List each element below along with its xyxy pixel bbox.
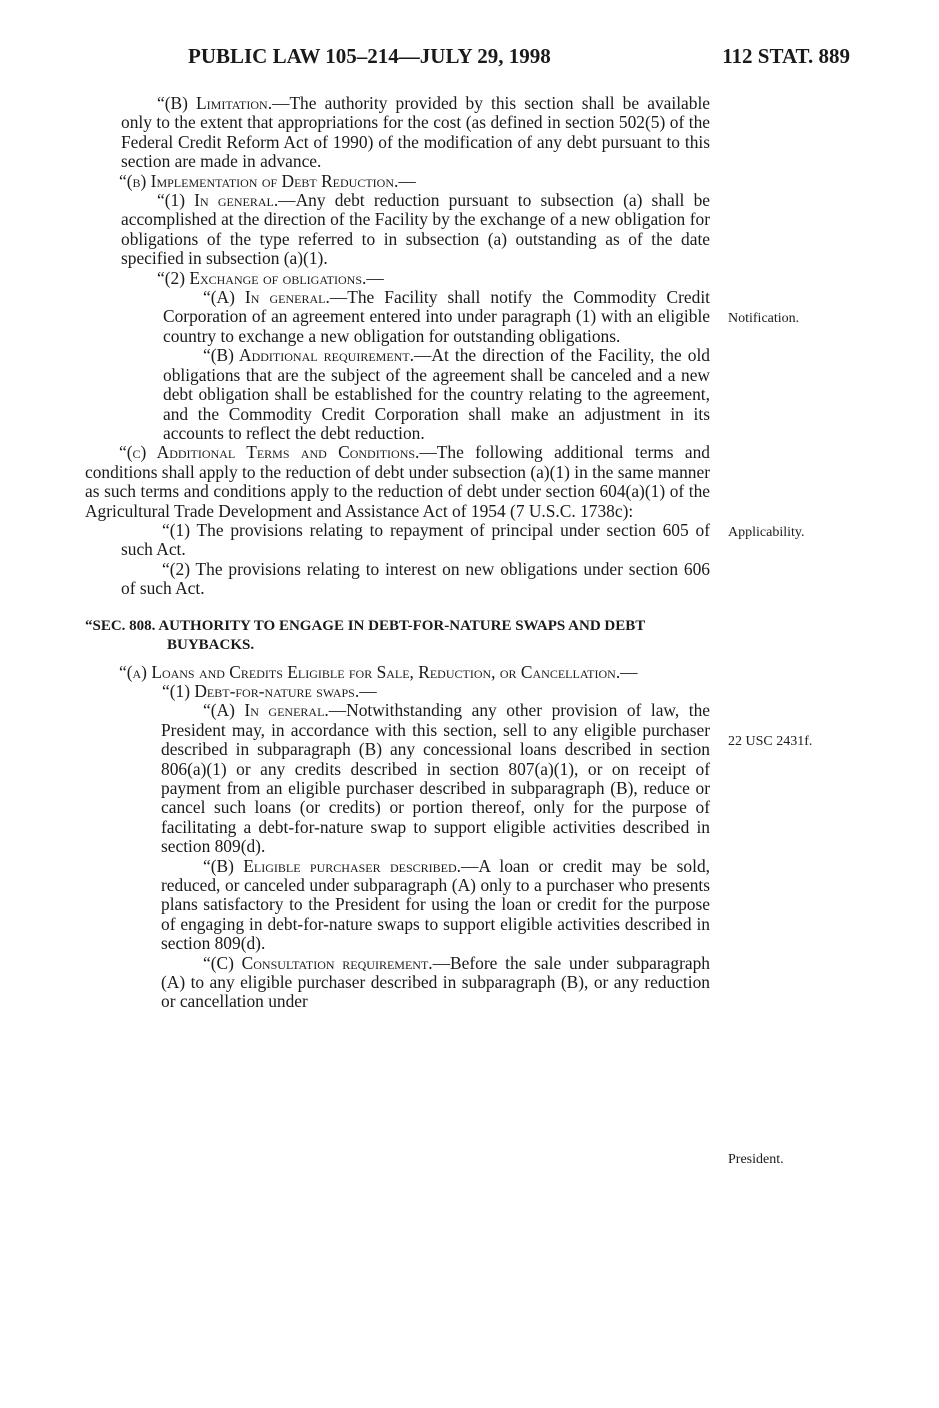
paragraph-text: The following additional terms and conditions shall apply to the reduction of debt under subsection (a)(1) in the same manner as such terms and conditions apply to the reduction of debt under section 604(a)(1) of the Agricultural Trade Development and Assistance Act of 1954 (7 U.S.C. 1738c): [85, 442, 710, 521]
margin-note-applicability: Applicability. [728, 525, 805, 540]
paragraph-lead: “(A) In general.— [203, 287, 348, 308]
paragraph-lead: “(c) Additional Terms and Conditions.— [119, 442, 437, 463]
margin-note-usc-citation: 22 USC 2431f. [728, 734, 813, 749]
paragraph-c2 [121, 560, 710, 599]
page-header [188, 44, 850, 74]
paragraph-1-in-general [121, 191, 710, 269]
section-808-heading [85, 617, 710, 655]
subsection-b-heading [85, 172, 710, 191]
paragraph-text: “(2) The provisions relating to interest on new obligations under section 606 of such Act. [121, 558, 710, 599]
paragraph-1c-consultation [161, 954, 710, 1012]
paragraph-1-debt-for-nature-swaps [121, 682, 710, 701]
paragraph-lead: “(2) Exchange of obligations.— [157, 267, 384, 288]
paragraph-lead: “(1) Debt-for-nature swaps.— [162, 680, 377, 701]
paragraph-text: Any debt reduction pursuant to subsection (a) shall be accomplished at the direction of the Facility by the exchange of a new obligation for obligations of the type referred to in subsection (a) outstanding as of the date specified in subsection (a)(1). [121, 190, 710, 269]
paragraph-lead: “(1) In general.— [157, 190, 296, 211]
paragraph-text: The Facility shall notify the Commodity Credit Corporation of an agreement entered into under paragraph (1) with an eligible country to exchange a new obligation for outstanding obligations. [163, 287, 711, 346]
paragraph-text: Before the sale under subparagraph (A) to any eligible purchaser described in subparagraph (B), or any reduction or cancellation under [161, 952, 710, 1012]
public-law-heading: PUBLIC LAW 105–214—JULY 29, 1998 [188, 44, 551, 68]
section-title: “SEC. 808. AUTHORITY TO ENGAGE IN DEBT-FOR-NATURE SWAPS AND DEBT BUYBACKS. [85, 617, 645, 653]
paragraph-text: “(1) The provisions relating to repayment of principal under section 605 of such Act. [121, 519, 710, 560]
document-body [85, 94, 710, 1012]
paragraph-lead: “(B) Eligible purchaser described.— [203, 855, 479, 876]
paragraph-b-limitation [121, 94, 710, 172]
paragraph-lead: “(B) Additional requirement.— [203, 345, 432, 366]
paragraph-lead: “(C) Consultation requirement.— [203, 952, 451, 973]
subsection-c-terms [85, 443, 710, 521]
paragraph-lead: “(B) Limitation.— [157, 93, 290, 113]
subsection-a-heading [85, 663, 710, 682]
margin-note-president: President. [728, 1152, 784, 1167]
paragraph-text: A loan or credit may be sold, reduced, or canceled under subparagraph (A) only to a purchaser who presents plans satisfactory to the President for using the loan or credit for the purpose of engaging in debt-for-nature swaps to support eligible activities described in section 809(d). [161, 855, 710, 954]
paragraph-2a-in-general [163, 288, 710, 346]
paragraph-text: At the direction of the Facility, the old obligations that are the subject of the agreement shall be canceled and a new debt obligation shall be established for the country relating to the agreement, and the Commodity Credit Corporation shall make an adjustment in its accounts to reflect the debt reduction. [163, 345, 710, 443]
paragraph-2-heading [121, 269, 710, 288]
paragraph-1b-eligible-purchaser [161, 857, 710, 954]
paragraph-lead: “(A) In general.— [203, 700, 347, 721]
statute-page-number: 112 STAT. 889 [722, 44, 850, 68]
paragraph-1a-in-general [161, 701, 710, 856]
margin-note-notification: Notification. [728, 311, 800, 326]
paragraph-text: Notwithstanding any other provision of law, the President may, in accordance with this section, sell to any eligible purchaser described in subparagraph (B) any concessional loans described in section 806(a)(1) or any credits described in section 807(a)(1), or on receipt of payment from an eligible purchaser described in subparagraph (B), reduce or cancel such loans (or credits) or portion thereof, only for the purpose of facilitating a debt-for-nature swap to support eligible activities described in section 809(d). [161, 700, 710, 857]
paragraph-lead: “(a) Loans and Credits Eligible for Sale, Reduction, or Cancellation.— [119, 661, 638, 682]
paragraph-lead: “(b) Implementation of Debt Reduction.— [119, 170, 416, 191]
paragraph-text: The authority provided by this section shall be available only to the extent that appropriations for the cost (as defined in section 502(5) of the Federal Credit Reform Act of 1990) of the modification of any debt pursuant to this section are made in advance. [121, 93, 710, 172]
paragraph-2b-additional-requirement [163, 346, 710, 443]
paragraph-c1 [121, 521, 710, 560]
